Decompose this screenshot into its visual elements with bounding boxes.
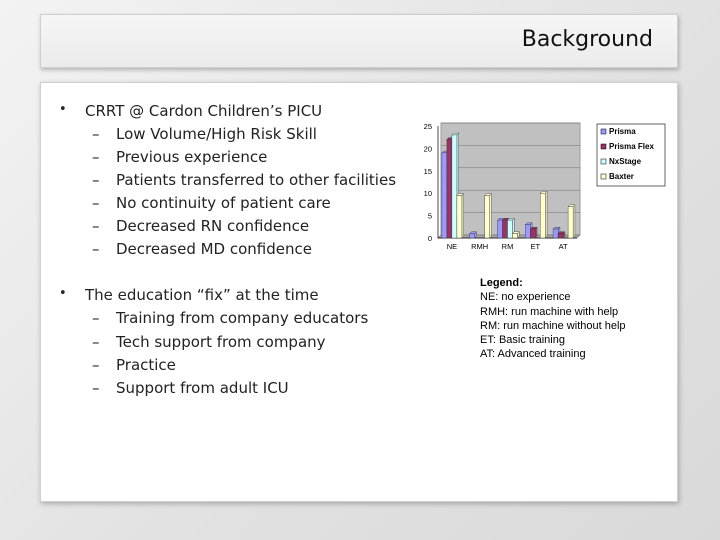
sub-text: Low Volume/High Risk Skill (116, 125, 317, 143)
legend-heading: Legend: (480, 277, 523, 289)
legend-note: ET: Basic training (480, 334, 565, 347)
legend-swatch (601, 144, 606, 149)
bar (470, 234, 475, 238)
x-tick-label: AT (558, 242, 568, 251)
y-tick-label: 0 (427, 234, 432, 243)
legend-entry: Prisma Flex (609, 142, 654, 151)
bar (447, 139, 452, 238)
sub-text: Training from company educators (116, 309, 369, 327)
abbreviation-legend (480, 276, 626, 362)
bar (530, 229, 535, 238)
bar (502, 220, 507, 238)
x-tick-label: ET (530, 242, 541, 251)
bar (442, 153, 447, 238)
bullet-text: CRRT @ Cardon Children’s PICU (85, 102, 323, 120)
legend-swatch (601, 129, 606, 134)
bar (452, 135, 457, 238)
legend-entry: Baxter (609, 172, 634, 181)
bar (497, 220, 502, 238)
bar (568, 207, 573, 238)
sub-text: Tech support from company (116, 333, 326, 351)
x-tick-label: NE (446, 242, 458, 251)
sub-dash: – (92, 171, 100, 189)
bar (553, 229, 558, 238)
y-tick-label: 20 (423, 144, 432, 154)
bar-side (490, 194, 492, 238)
sub-text: Previous experience (116, 148, 268, 166)
bar (485, 195, 490, 238)
slide-title: Background (521, 27, 653, 52)
legend-entry: NxStage (609, 157, 642, 166)
bullet-text: The education “fix” at the time (85, 286, 319, 304)
bar-chart-svg (406, 118, 666, 258)
legend-swatch (601, 174, 606, 179)
sub-dash: – (92, 356, 100, 374)
legend-note: RMH: run machine with help (480, 305, 619, 318)
sub-text: Decreased RN confidence (116, 217, 310, 235)
y-tick-label: 10 (423, 189, 432, 199)
y-tick-label: 25 (423, 122, 432, 131)
legend-entry: Prisma (609, 127, 636, 136)
sub-dash: – (92, 333, 100, 351)
sub-dash: – (92, 240, 100, 258)
sub-dash: – (92, 217, 100, 235)
sub-text: Patients transferred to other facilities (116, 171, 397, 189)
bar (513, 234, 518, 238)
bar-chart (406, 118, 666, 258)
bullet-dot: • (59, 102, 67, 117)
sub-text: Decreased MD confidence (116, 240, 312, 258)
bar (558, 234, 563, 238)
x-tick-label: RMH (471, 242, 489, 251)
sub-text: No continuity of patient care (116, 194, 331, 212)
sub-dash: – (92, 309, 100, 327)
legend-note: AT: Advanced training (480, 348, 586, 361)
y-tick-label: 5 (427, 211, 432, 221)
legend-note: NE: no experience (480, 291, 571, 304)
bar (540, 193, 545, 238)
sub-dash: – (92, 194, 100, 212)
sub-text: Practice (116, 356, 176, 374)
bar (525, 225, 530, 238)
bullet-dot: • (59, 286, 67, 301)
legend-swatch (601, 159, 606, 164)
sub-dash: – (92, 148, 100, 166)
bar (508, 220, 513, 238)
bar-side (545, 191, 547, 238)
bar-side (573, 205, 575, 238)
sub-dash: – (92, 125, 100, 143)
bar-side (462, 194, 464, 238)
y-tick-label: 15 (423, 166, 432, 176)
x-tick-label: RM (501, 242, 514, 251)
title-bar (40, 14, 678, 68)
legend-note: RM: run machine without help (480, 319, 626, 332)
sub-text: Support from adult ICU (116, 379, 289, 397)
bar (457, 195, 462, 238)
sub-dash: – (92, 379, 100, 397)
